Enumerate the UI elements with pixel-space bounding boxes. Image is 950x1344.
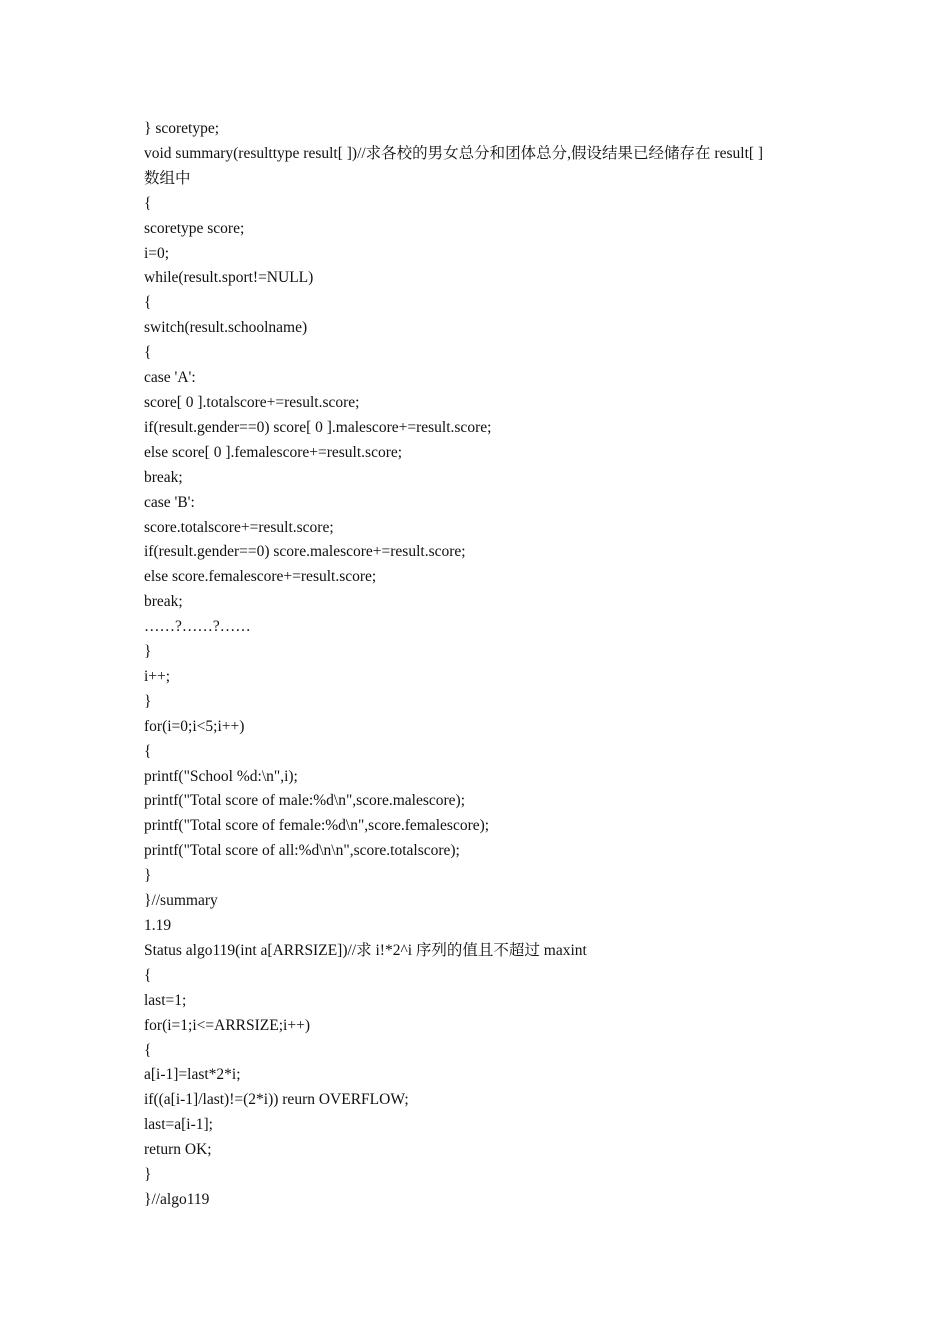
text-line: case 'A': xyxy=(144,369,196,387)
text-line: for(i=1;i<=ARRSIZE;i++) xyxy=(144,1016,310,1034)
text-line: printf("School %d:\n",i); xyxy=(144,767,298,785)
text-line: switch(result.schoolname) xyxy=(144,319,308,337)
text-line: return OK; xyxy=(144,1141,212,1159)
text-line: }//algo119 xyxy=(144,1190,210,1208)
text-line: printf("Total score of female:%d\n",score.femalescore); xyxy=(144,817,490,835)
text-line: if(result.gender==0) score[ 0 ].malescore+=result.score; xyxy=(144,418,492,436)
text-line: for(i=0;i<5;i++) xyxy=(144,717,245,735)
text-line: if((a[i-1]/last)!=(2*i)) reurn OVERFLOW; xyxy=(144,1091,409,1109)
text-line: i++; xyxy=(144,667,171,685)
text-line: last=1; xyxy=(144,991,187,1009)
text-line: { xyxy=(144,1041,152,1059)
text-line: i=0; xyxy=(144,244,170,262)
text-line: scoretype score; xyxy=(144,219,245,237)
text-line: { xyxy=(144,344,152,362)
text-line: }//summary xyxy=(144,892,218,910)
text-line: last=a[i-1]; xyxy=(144,1116,213,1134)
text-line: } xyxy=(144,1166,152,1184)
text-line: break; xyxy=(144,593,183,611)
text-line: score[ 0 ].totalscore+=result.score; xyxy=(144,393,360,411)
text-line: } scoretype; xyxy=(144,120,220,137)
text-line: else score[ 0 ].femalescore+=result.score; xyxy=(144,443,403,461)
text-line: { xyxy=(144,194,152,212)
text-line: } xyxy=(144,643,152,661)
text-line: 数组中 xyxy=(144,169,191,187)
text-line: { xyxy=(144,966,152,984)
text-line: case 'B': xyxy=(144,493,195,511)
text-line: else score.femalescore+=result.score; xyxy=(144,568,377,586)
text-line: void summary(resulttype result[ ])//求各校的男女总分和团体总分,假设结果已经储存在 result[ ] xyxy=(144,144,764,162)
text-line: { xyxy=(144,742,152,760)
text-line: printf("Total score of male:%d\n",score.malescore); xyxy=(144,792,466,810)
text-line: } xyxy=(144,692,152,710)
text-line: { xyxy=(144,294,152,312)
text-line: 1.19 xyxy=(144,917,172,934)
text-line: if(result.gender==0) score.malescore+=result.score; xyxy=(144,543,466,561)
text-line: a[i-1]=last*2*i; xyxy=(144,1066,241,1084)
code-text-block xyxy=(144,117,834,1213)
text-line: } xyxy=(144,867,152,885)
text-line: Status algo119(int a[ARRSIZE])//求 i!*2^i 序列的值且不超过 maxint xyxy=(144,941,587,959)
text-line: while(result.sport!=NULL) xyxy=(144,269,314,287)
text-line: printf("Total score of all:%d\n\n",score.totalscore); xyxy=(144,842,460,860)
text-line: break; xyxy=(144,468,183,486)
text-line: score.totalscore+=result.score; xyxy=(144,518,334,536)
text-line: ……?……?…… xyxy=(144,618,251,636)
